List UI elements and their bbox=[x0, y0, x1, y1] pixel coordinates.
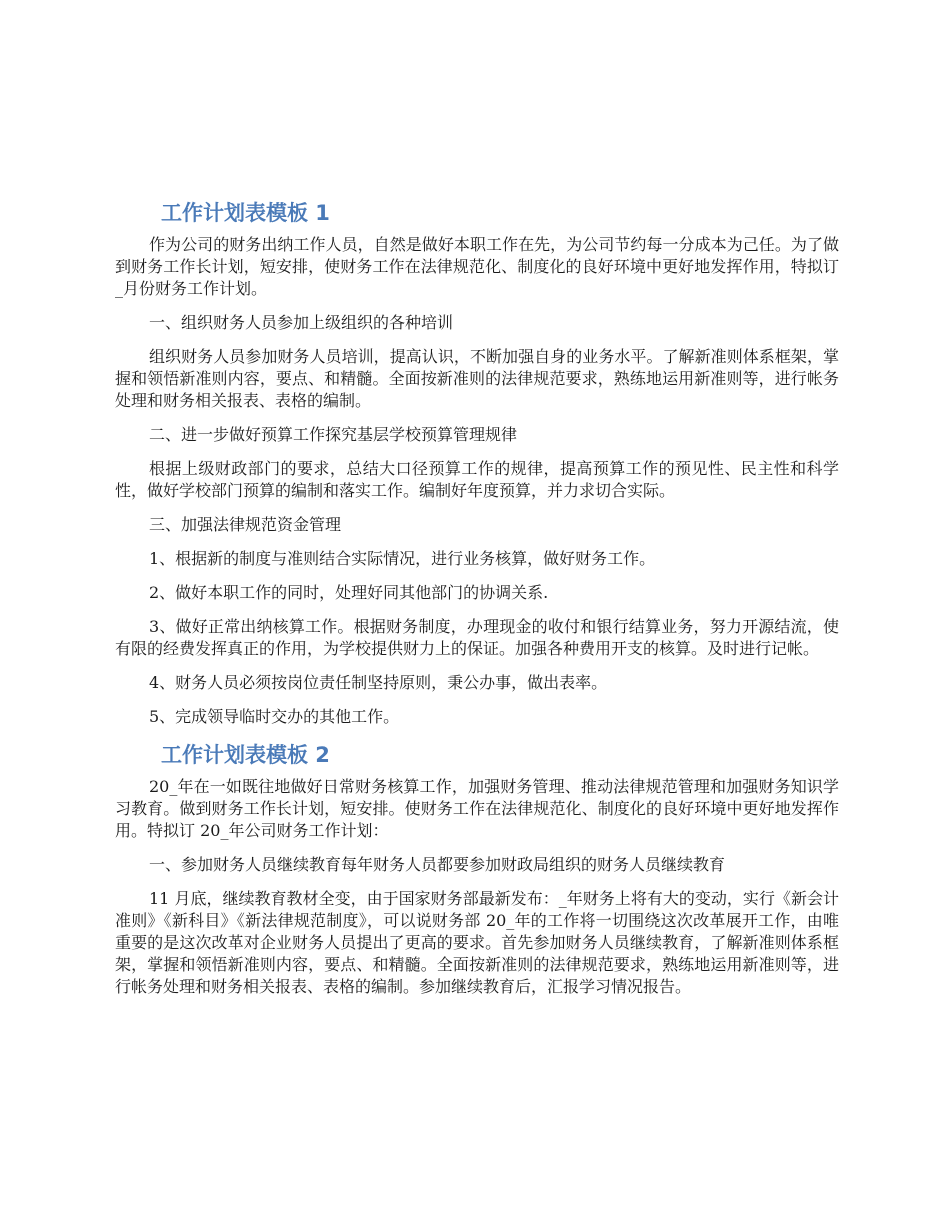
section-template-1 bbox=[115, 198, 839, 728]
document-page bbox=[115, 198, 839, 1010]
paragraph: 11 月底，继续教育教材全变，由于国家财务部最新发布：_年财务上将有大的变动，实行《新会计准则》《新科目》《新法律规范制度》，可以说财务部 20_年的工作将一切围绕这次改革展开工作，由唯重要的是这次改革对企业财务人员提出了更高的要求。首先参加财务人员继续教育，了解新准则体系框架，掌握和领悟新准则内容，要点、和精髓。全面按新准则的法律规范要求，熟练地运用新准则等，进行帐务处理和财务相关报表、表格的编制。参加继续教育后，汇报学习情况报告。 bbox=[115, 889, 839, 996]
paragraph: 作为公司的财务出纳工作人员，自然是做好本职工作在先，为公司节约每一分成本为己任。为了做到财务工作长计划，短安排，使财务工作在法律规范化、制度化的良好环境中更好地发挥作用，特拟订_月份财务工作计划。 bbox=[115, 235, 839, 298]
paragraph: 4、财务人员必须按岗位责任制坚持原则，秉公办事，做出表率。 bbox=[149, 673, 608, 692]
paragraph: 1、根据新的制度与准则结合实际情况，进行业务核算，做好财务工作。 bbox=[149, 549, 656, 568]
paragraph: 根据上级财政部门的要求，总结大口径预算工作的规律，提高预算工作的预见性、民主性和科学性，做好学校部门预算的编制和落实工作。编制好年度预算，并力求切合实际。 bbox=[115, 459, 839, 500]
paragraph: 组织财务人员参加财务人员培训，提高认识，不断加强自身的业务水平。了解新准则体系框架，掌握和领悟新准则内容，要点、和精髓。全面按新准则的法律规范要求，熟练地运用新准则等，进行帐务处理和财务相关报表、表格的编制。 bbox=[115, 347, 839, 410]
paragraph: 5、完成领导临时交办的其他工作。 bbox=[149, 707, 400, 726]
paragraph: 二、进一步做好预算工作探究基层学校预算管理规律 bbox=[149, 425, 518, 444]
paragraph: 2、做好本职工作的同时，处理好同其他部门的协调关系. bbox=[149, 583, 549, 602]
section-template-2 bbox=[115, 740, 839, 998]
section-title: 工作计划表模板 1 bbox=[161, 201, 330, 225]
paragraph: 一、参加财务人员继续教育每年财务人员都要参加财政局组织的财务人员继续教育 bbox=[149, 855, 726, 874]
paragraph: 三、加强法律规范资金管理 bbox=[149, 515, 342, 534]
section-title: 工作计划表模板 2 bbox=[161, 743, 330, 767]
paragraph: 一、组织财务人员参加上级组织的各种培训 bbox=[149, 313, 454, 332]
paragraph: 20_年在一如既往地做好日常财务核算工作，加强财务管理、推动法律规范管理和加强财务知识学习教育。做到财务工作长计划，短安排。使财务工作在法律规范化、制度化的良好环境中更好地发挥作用。特拟订 20_年公司财务工作计划： bbox=[115, 777, 839, 840]
paragraph: 3、做好正常出纳核算工作。根据财务制度，办理现金的收付和银行结算业务，努力开源结流，使有限的经费发挥真正的作用，为学校提供财力上的保证。加强各种费用开支的核算。及时进行记帐。 bbox=[115, 617, 839, 658]
